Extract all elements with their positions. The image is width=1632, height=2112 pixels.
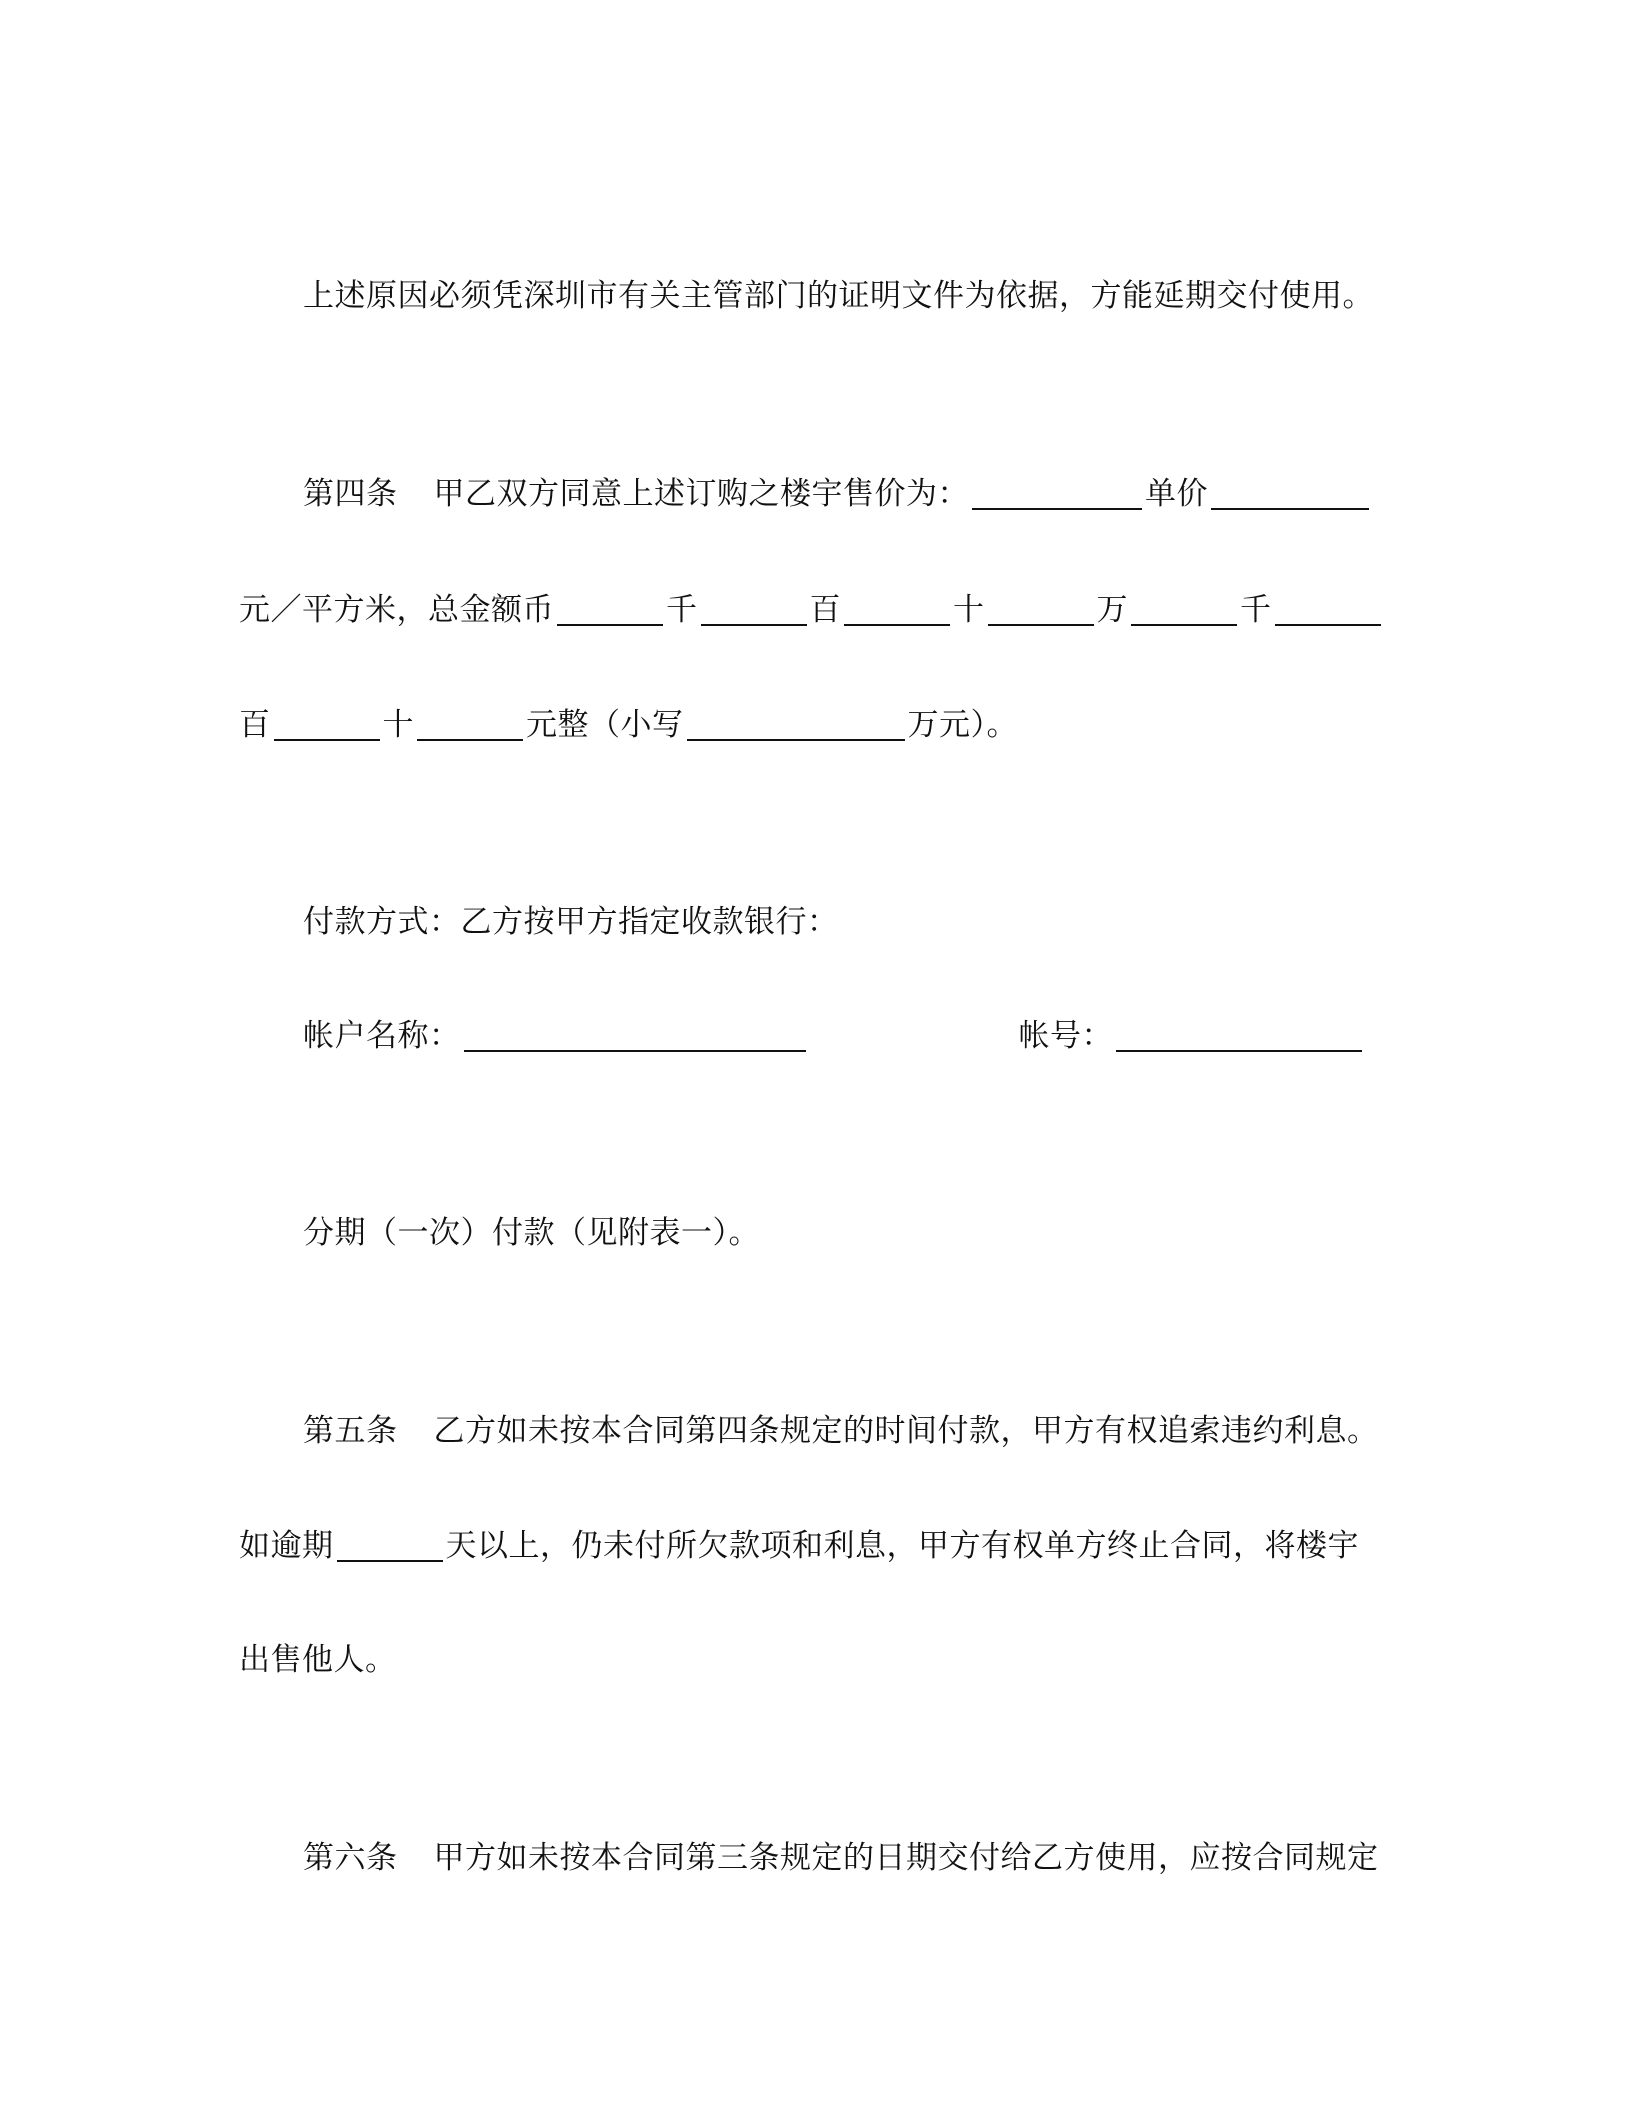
amount-figures-blank[interactable] xyxy=(687,705,905,741)
article-4-text: 甲乙双方同意上述订购之楼宇售价为： xyxy=(433,476,969,512)
overdue-text: 天以上，仍未付所欠款项和利息，甲方有权单方终止合同，将楼宇 xyxy=(445,1528,1359,1564)
article-5-line-3 xyxy=(239,1640,397,1680)
installment-line xyxy=(303,1213,760,1253)
article-6-heading: 第六条 xyxy=(303,1840,398,1876)
article-5-line-2 xyxy=(239,1526,1359,1566)
payment-method xyxy=(303,902,839,942)
article-6-text: 甲方如未按本合同第三条规定的日期交付给乙方使用，应按合同规定 xyxy=(433,1840,1379,1876)
account-line xyxy=(303,1016,1365,1056)
amount-blank-yuan[interactable] xyxy=(417,705,523,741)
amount-blank-bai-1[interactable] xyxy=(701,590,807,626)
amount-blank-qian-1[interactable] xyxy=(557,590,663,626)
amount-blank-shi-2[interactable] xyxy=(274,705,380,741)
price-blank[interactable] xyxy=(972,474,1142,510)
payment-method-text: 付款方式：乙方按甲方指定收款银行： xyxy=(303,904,839,940)
total-amount-label: 元／平方米，总金额币 xyxy=(239,592,554,628)
unit-shi: 十 xyxy=(953,592,985,628)
wan-yuan-label: 万元）。 xyxy=(907,707,1018,743)
article-5-heading: 第五条 xyxy=(303,1413,398,1449)
account-name-label: 帐户名称： xyxy=(303,1018,461,1054)
unit-bai: 百 xyxy=(809,592,841,628)
article-4-heading: 第四条 xyxy=(303,476,398,512)
amount-blank-bai-2[interactable] xyxy=(1275,590,1381,626)
unit-shi-2: 十 xyxy=(382,707,414,743)
amount-blank-qian-2[interactable] xyxy=(1131,590,1237,626)
article-5-end: 出售他人。 xyxy=(239,1642,397,1678)
unit-qian: 千 xyxy=(666,592,698,628)
article-5-line-1 xyxy=(303,1411,1379,1451)
article-4-line-3 xyxy=(239,705,1018,745)
overdue-label: 如逾期 xyxy=(239,1528,334,1564)
unit-price-blank[interactable] xyxy=(1211,474,1369,510)
account-name-blank[interactable] xyxy=(464,1016,806,1052)
amount-blank-wan[interactable] xyxy=(988,590,1094,626)
unit-price-label: 单价 xyxy=(1145,476,1208,512)
article-4-line-2 xyxy=(239,590,1384,630)
overdue-days-blank[interactable] xyxy=(337,1526,443,1562)
unit-qian-2: 千 xyxy=(1240,592,1272,628)
account-number-label: 帐号： xyxy=(1018,1018,1113,1054)
article-5-text: 乙方如未按本合同第四条规定的时间付款，甲方有权追索违约利息。 xyxy=(433,1413,1379,1449)
paragraph-delay-basis xyxy=(303,276,1374,316)
account-number-blank[interactable] xyxy=(1116,1016,1362,1052)
article-6-line-1 xyxy=(303,1838,1379,1878)
article-4-line-1 xyxy=(303,474,1372,514)
yuan-label: 元整（小写 xyxy=(526,707,684,743)
amount-blank-shi-1[interactable] xyxy=(844,590,950,626)
unit-wan: 万 xyxy=(1096,592,1128,628)
installment-text: 分期（一次）付款（见附表一）。 xyxy=(303,1215,760,1251)
unit-bai-2: 百 xyxy=(239,707,271,743)
paragraph-text: 上述原因必须凭深圳市有关主管部门的证明文件为依据，方能延期交付使用。 xyxy=(303,278,1374,314)
